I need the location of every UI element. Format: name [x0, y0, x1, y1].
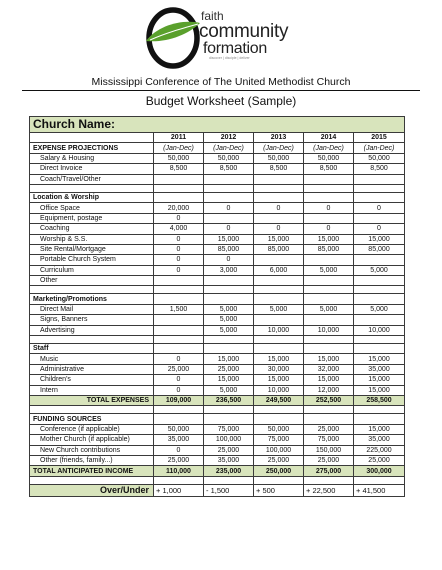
value-cell [354, 213, 405, 223]
table-row [30, 315, 405, 325]
total-value: 249,500 [254, 395, 304, 405]
table-row [30, 174, 405, 184]
total-value: 235,000 [204, 466, 254, 476]
row-label: Administrative [30, 364, 154, 374]
value-cell [254, 255, 304, 265]
value-cell [204, 276, 254, 286]
value-cell: 225,000 [354, 445, 405, 455]
section-header-row [30, 344, 405, 354]
total-value: 252,500 [304, 395, 354, 405]
value-cell: 10,000 [254, 325, 304, 335]
table-cell [204, 294, 254, 304]
value-cell: 10,000 [254, 385, 304, 395]
value-cell [154, 174, 204, 184]
value-cell: 50,000 [254, 424, 304, 434]
church-name-label: Church Name: [30, 117, 405, 133]
value-cell: 5,000 [254, 304, 304, 314]
section-title: Marketing/Promotions [30, 294, 154, 304]
row-label: Site Rental/Mortgage [30, 244, 154, 254]
value-cell [354, 174, 405, 184]
table-row [30, 364, 405, 374]
value-cell: 15,000 [254, 354, 304, 364]
year-header: 2013 [254, 133, 304, 143]
table-cell [204, 184, 254, 192]
value-cell: 35,000 [354, 435, 405, 445]
logo-line-3: formation [203, 40, 267, 57]
header-divider [22, 90, 420, 91]
value-cell: 0 [154, 445, 204, 455]
table-row [30, 213, 405, 223]
year-header: 2012 [204, 133, 254, 143]
value-cell: 0 [254, 203, 304, 213]
value-cell: 25,000 [254, 455, 304, 465]
value-cell: 75,000 [304, 435, 354, 445]
value-cell: 0 [354, 224, 405, 234]
value-cell: 15,000 [204, 234, 254, 244]
value-cell [204, 174, 254, 184]
period-label: (Jan-Dec) [354, 143, 405, 153]
value-cell: 75,000 [204, 424, 254, 434]
table-cell [204, 336, 254, 344]
value-cell: 25,000 [204, 364, 254, 374]
value-cell: 5,000 [304, 265, 354, 275]
spacer-row [30, 286, 405, 294]
row-label: Intern [30, 385, 154, 395]
year-header: 2015 [354, 133, 405, 143]
period-label: (Jan-Dec) [204, 143, 254, 153]
value-cell: 32,000 [304, 364, 354, 374]
table-cell [354, 192, 405, 202]
value-cell: 100,000 [204, 435, 254, 445]
table-row [30, 255, 405, 265]
value-cell: 15,000 [354, 234, 405, 244]
value-cell [354, 255, 405, 265]
over-under-value: - 1,500 [204, 484, 254, 496]
total-value: 110,000 [154, 466, 204, 476]
section-title: EXPENSE PROJECTIONS [30, 143, 154, 153]
table-row [30, 234, 405, 244]
value-cell: 8,500 [354, 164, 405, 174]
value-cell: 0 [204, 224, 254, 234]
row-label: Mother Church (if applicable) [30, 435, 154, 445]
table-cell [154, 344, 204, 354]
table-cell [304, 476, 354, 484]
logo-wordmark [199, 10, 288, 61]
value-cell: 15,000 [354, 424, 405, 434]
total-value: 258,500 [354, 395, 405, 405]
value-cell: 30,000 [254, 364, 304, 374]
value-cell [304, 276, 354, 286]
row-label: Direct Mail [30, 304, 154, 314]
row-label: Conference (if applicable) [30, 424, 154, 434]
table-row [30, 325, 405, 335]
table-cell [204, 192, 254, 202]
table-row [30, 153, 405, 163]
value-cell [354, 276, 405, 286]
table-row [30, 224, 405, 234]
value-cell: 50,000 [354, 153, 405, 163]
table-cell [354, 414, 405, 424]
row-label: Coaching [30, 224, 154, 234]
value-cell: 0 [154, 213, 204, 223]
year-header-row [30, 133, 405, 143]
value-cell [304, 213, 354, 223]
value-cell: 0 [154, 244, 204, 254]
table-cell [154, 286, 204, 294]
value-cell: 35,000 [154, 435, 204, 445]
table-cell [30, 184, 154, 192]
year-header: 2014 [304, 133, 354, 143]
total-value: 236,500 [204, 395, 254, 405]
value-cell: 8,500 [304, 164, 354, 174]
value-cell: 50,000 [154, 153, 204, 163]
value-cell: 0 [354, 203, 405, 213]
worksheet-subtitle: Budget Worksheet (Sample) [145, 94, 297, 108]
table-cell [304, 286, 354, 294]
row-label: Other [30, 276, 154, 286]
value-cell: 25,000 [154, 364, 204, 374]
value-cell: 25,000 [154, 455, 204, 465]
table-row [30, 375, 405, 385]
value-cell: 8,500 [154, 164, 204, 174]
value-cell [154, 325, 204, 335]
table-row [30, 445, 405, 455]
value-cell [154, 276, 204, 286]
section-header-row [30, 414, 405, 424]
value-cell: 0 [154, 265, 204, 275]
spacer-row [30, 336, 405, 344]
logo-line-1: faith [201, 9, 224, 23]
value-cell: 50,000 [154, 424, 204, 434]
value-cell: 15,000 [354, 354, 405, 364]
row-label: Advertising [30, 325, 154, 335]
value-cell: 0 [154, 354, 204, 364]
table-cell [354, 336, 405, 344]
value-cell: 15,000 [254, 375, 304, 385]
value-cell: 15,000 [204, 375, 254, 385]
value-cell: 6,000 [254, 265, 304, 275]
row-label: Portable Church System [30, 255, 154, 265]
row-label: Children's [30, 375, 154, 385]
row-label: Curriculum [30, 265, 154, 275]
table-cell [154, 476, 204, 484]
table-row [30, 304, 405, 314]
value-cell: 150,000 [304, 445, 354, 455]
value-cell: 15,000 [304, 354, 354, 364]
value-cell: 5,000 [204, 385, 254, 395]
table-cell [254, 476, 304, 484]
table-cell [154, 184, 204, 192]
value-cell: 85,000 [354, 244, 405, 254]
value-cell: 0 [154, 255, 204, 265]
table-row [30, 385, 405, 395]
table-row [30, 276, 405, 286]
value-cell: 25,000 [204, 445, 254, 455]
value-cell: 25,000 [304, 455, 354, 465]
table-row [30, 455, 405, 465]
table-cell [304, 184, 354, 192]
value-cell: 0 [154, 385, 204, 395]
table-cell [154, 294, 204, 304]
value-cell [304, 315, 354, 325]
value-cell: 5,000 [354, 304, 405, 314]
value-cell: 10,000 [354, 325, 405, 335]
table-cell [304, 344, 354, 354]
over-under-value: + 41,500 [354, 484, 405, 496]
table-cell [254, 406, 304, 414]
value-cell: 20,000 [154, 203, 204, 213]
total-income-row [30, 466, 405, 476]
conference-title: Mississippi Conference of The United Methodist Church [91, 76, 351, 88]
value-cell: 50,000 [204, 153, 254, 163]
value-cell: 50,000 [304, 153, 354, 163]
value-cell: 15,000 [204, 354, 254, 364]
value-cell: 0 [304, 203, 354, 213]
row-label: Office Space [30, 203, 154, 213]
table-cell [354, 476, 405, 484]
value-cell: 50,000 [254, 153, 304, 163]
table-cell [154, 414, 204, 424]
table-cell [204, 414, 254, 424]
value-cell: 0 [304, 224, 354, 234]
table-cell [30, 476, 154, 484]
row-label: Signs, Banners [30, 315, 154, 325]
value-cell: 15,000 [304, 375, 354, 385]
spacer-row [30, 476, 405, 484]
value-cell: 0 [154, 234, 204, 244]
over-under-row [30, 484, 405, 496]
table-cell [204, 406, 254, 414]
total-income-label: TOTAL ANTICIPATED INCOME [30, 466, 154, 476]
table-cell [154, 406, 204, 414]
table-row [30, 424, 405, 434]
spacer-row [30, 184, 405, 192]
value-cell: 8,500 [254, 164, 304, 174]
table-cell [154, 336, 204, 344]
value-cell: 100,000 [254, 445, 304, 455]
value-cell: 35,000 [204, 455, 254, 465]
table-cell [254, 336, 304, 344]
table-cell [254, 184, 304, 192]
table-row [30, 203, 405, 213]
value-cell: 0 [204, 203, 254, 213]
table-row [30, 164, 405, 174]
table-cell [30, 336, 154, 344]
table-cell [204, 344, 254, 354]
total-value: 275,000 [304, 466, 354, 476]
total-expenses-label: TOTAL EXPENSES [30, 395, 154, 405]
table-cell [30, 406, 154, 414]
value-cell: 12,000 [304, 385, 354, 395]
row-label: New Church contributions [30, 445, 154, 455]
spacer-row [30, 406, 405, 414]
table-cell [154, 192, 204, 202]
period-label: (Jan-Dec) [254, 143, 304, 153]
table-cell [354, 294, 405, 304]
year-header-blank [30, 133, 154, 143]
value-cell [254, 213, 304, 223]
value-cell: 0 [204, 255, 254, 265]
section-title: FUNDING SOURCES [30, 414, 154, 424]
value-cell [304, 174, 354, 184]
over-under-label: Over/Under [30, 484, 154, 496]
section-header-row [30, 143, 405, 153]
table-cell [204, 476, 254, 484]
table-row [30, 435, 405, 445]
total-expenses-row [30, 395, 405, 405]
value-cell: 5,000 [354, 265, 405, 275]
value-cell: 35,000 [354, 364, 405, 374]
total-value: 300,000 [354, 466, 405, 476]
table-cell [354, 344, 405, 354]
value-cell: 5,000 [204, 315, 254, 325]
table-cell [254, 286, 304, 294]
value-cell: 15,000 [304, 234, 354, 244]
row-label: Coach/Travel/Other [30, 174, 154, 184]
table-cell [304, 294, 354, 304]
value-cell: 3,000 [204, 265, 254, 275]
table-row [30, 354, 405, 364]
section-title: Location & Worship [30, 192, 154, 202]
table-cell [254, 192, 304, 202]
row-label: Equipment, postage [30, 213, 154, 223]
value-cell: 0 [154, 375, 204, 385]
total-value: 109,000 [154, 395, 204, 405]
table-cell [254, 344, 304, 354]
row-label: Worship & S.S. [30, 234, 154, 244]
value-cell: 15,000 [354, 375, 405, 385]
table-cell [30, 286, 154, 294]
value-cell [254, 276, 304, 286]
value-cell: 8,500 [204, 164, 254, 174]
value-cell: 1,500 [154, 304, 204, 314]
value-cell [254, 174, 304, 184]
table-cell [304, 414, 354, 424]
value-cell [204, 213, 254, 223]
over-under-value: + 22,500 [304, 484, 354, 496]
period-label: (Jan-Dec) [304, 143, 354, 153]
table-row [30, 244, 405, 254]
church-name-row [30, 117, 405, 133]
total-value: 250,000 [254, 466, 304, 476]
section-header-row [30, 294, 405, 304]
budget-table [29, 116, 405, 497]
value-cell: 75,000 [254, 435, 304, 445]
table-cell [304, 406, 354, 414]
logo-line-2: community [199, 21, 289, 42]
row-label: Other (friends, family...) [30, 455, 154, 465]
value-cell [154, 315, 204, 325]
section-title: Staff [30, 344, 154, 354]
table-cell [354, 286, 405, 294]
table-row [30, 265, 405, 275]
logo-tagline: discover | disciple | deliver [209, 56, 250, 60]
table-cell [304, 336, 354, 344]
value-cell [304, 255, 354, 265]
value-cell: 4,000 [154, 224, 204, 234]
value-cell [254, 315, 304, 325]
value-cell: 15,000 [354, 385, 405, 395]
year-header: 2011 [154, 133, 204, 143]
value-cell: 5,000 [204, 325, 254, 335]
table-cell [354, 184, 405, 192]
value-cell [354, 315, 405, 325]
value-cell: 5,000 [304, 304, 354, 314]
table-cell [254, 414, 304, 424]
row-label: Direct Invoice [30, 164, 154, 174]
value-cell: 85,000 [304, 244, 354, 254]
period-label: (Jan-Dec) [154, 143, 204, 153]
over-under-value: + 500 [254, 484, 304, 496]
value-cell: 15,000 [254, 234, 304, 244]
table-cell [354, 406, 405, 414]
over-under-value: + 1,000 [154, 484, 204, 496]
value-cell: 25,000 [304, 424, 354, 434]
value-cell: 5,000 [204, 304, 254, 314]
row-label: Music [30, 354, 154, 364]
value-cell: 10,000 [304, 325, 354, 335]
section-header-row [30, 192, 405, 202]
value-cell: 85,000 [254, 244, 304, 254]
value-cell: 25,000 [354, 455, 405, 465]
value-cell: 0 [254, 224, 304, 234]
row-label: Salary & Housing [30, 153, 154, 163]
value-cell: 85,000 [204, 244, 254, 254]
table-cell [204, 286, 254, 294]
table-cell [254, 294, 304, 304]
table-cell [304, 192, 354, 202]
